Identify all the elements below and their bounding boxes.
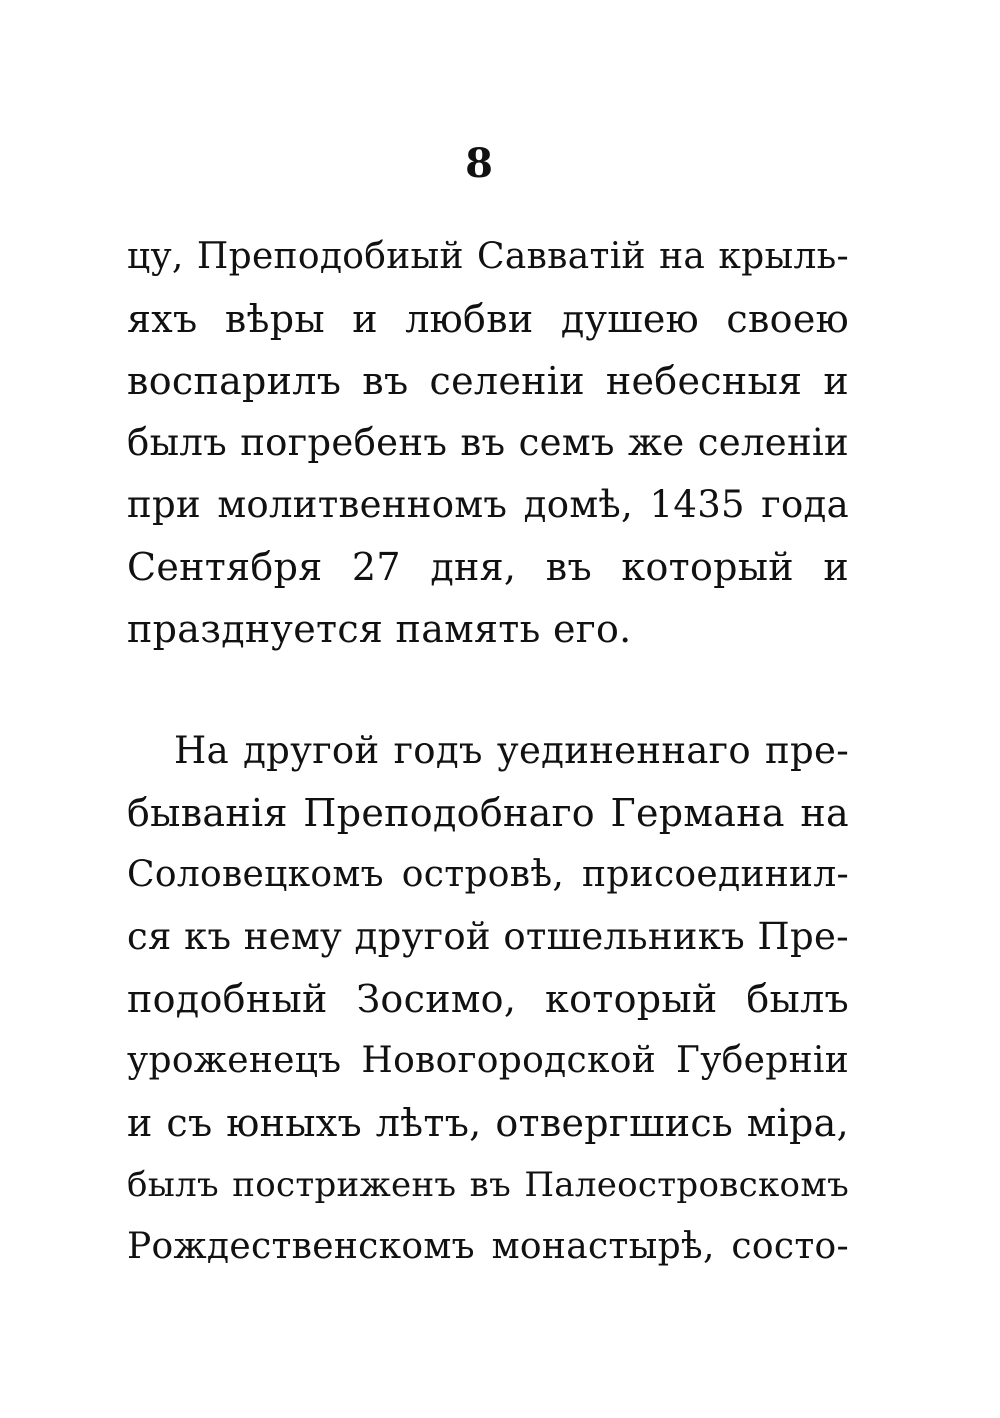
page-number: 8 xyxy=(465,140,493,187)
text-line: подобный Зосимо, который былъ xyxy=(127,977,849,1021)
text-line: былъ постриженъ въ Палеостровскомъ xyxy=(127,1165,849,1205)
text-line: при молитвенномъ домѣ, 1435 года xyxy=(127,483,849,526)
text-line: яхъ вѣры и любви душею своею xyxy=(127,297,849,341)
paragraph-1 xyxy=(127,226,849,660)
text-line: быванія Преподобнаго Германа на xyxy=(127,791,849,835)
text-line: празднуется память его. xyxy=(127,607,632,651)
text-line: На другой годъ уединеннаго пре- xyxy=(174,729,849,772)
text-line: былъ погребенъ въ семъ же селеніи xyxy=(127,421,849,464)
text-line: Рождественскомъ монастырѣ, состо- xyxy=(127,1226,849,1267)
text-line: Сентября 27 дня, въ который и xyxy=(127,545,849,589)
text-line: Соловецкомъ островѣ, присоединил- xyxy=(127,854,849,895)
text-line: цу, Преподобиый Савватій на крыль- xyxy=(127,236,849,277)
text-line: и съ юныхъ лѣтъ, отвергшись міра, xyxy=(127,1101,849,1145)
text-line: ся къ нему другой отшельникъ Пре- xyxy=(127,915,849,958)
paragraph-2 xyxy=(127,720,849,1278)
text-line: воспарилъ въ селеніи небесныя и xyxy=(127,359,849,403)
text-line: уроженецъ Новогородской Губерніи xyxy=(127,1040,849,1081)
